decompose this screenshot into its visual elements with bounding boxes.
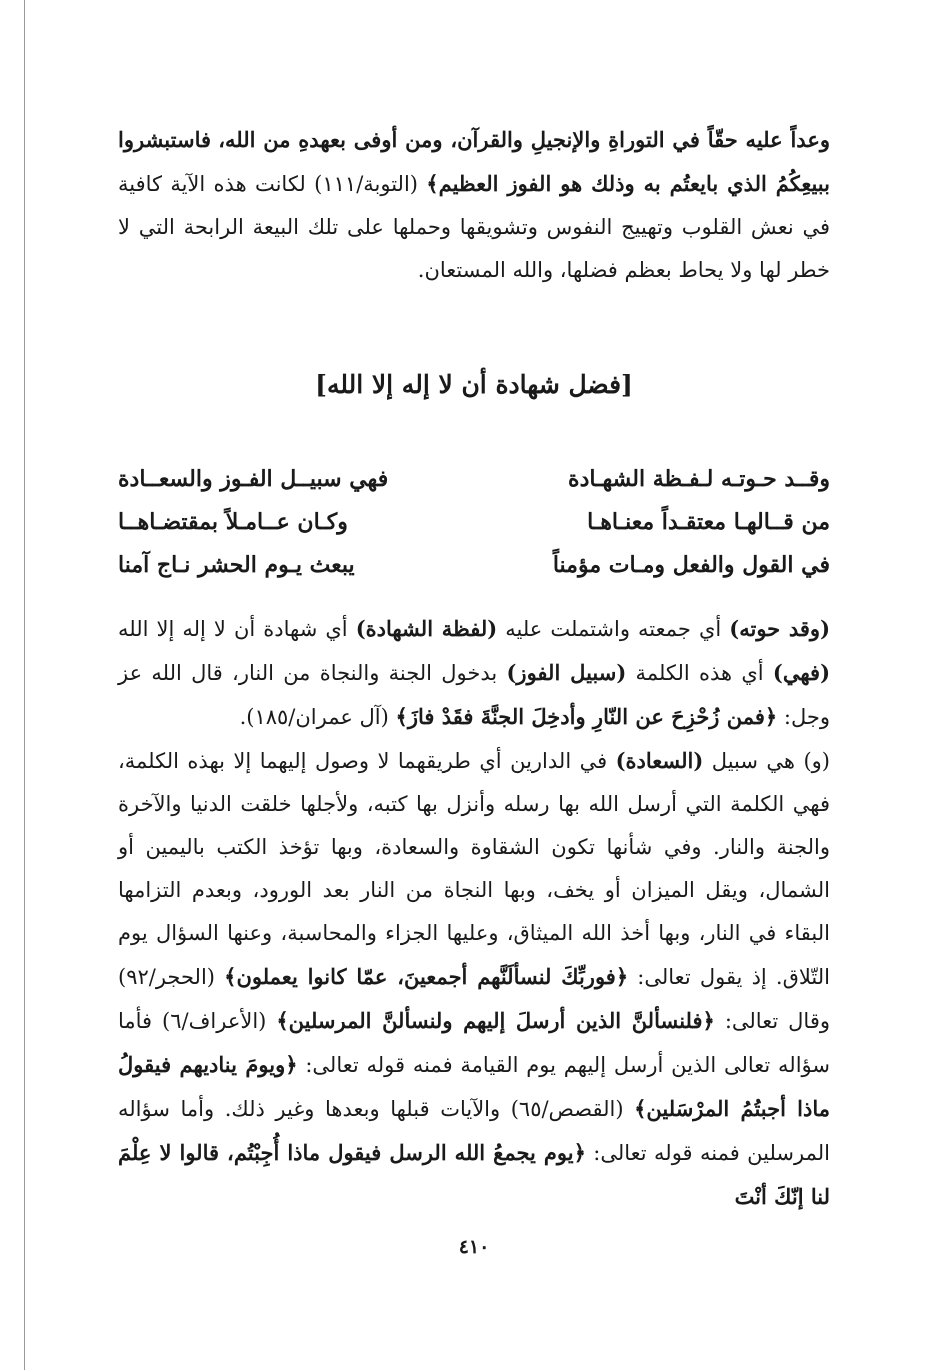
commentary-paragraph — [118, 739, 830, 1219]
poem — [118, 458, 830, 587]
quran-quote: ﴿يوم يجمعُ الله الرسل فيقول ماذا أُجِبْتُم، قالوا لا عِلْمَ لنا إنّكَ أنْتَ — [118, 1140, 830, 1209]
poem-second-hemistich: يبعث يـوم الحشر نـاج آمنا — [118, 552, 355, 578]
intro-tail: لكانت — [254, 172, 306, 196]
quran-reference: (الأعراف/٦) فأما سؤاله تعالى الذين أرسل إليهم يوم القيامة فمنه قوله تعالى: — [118, 1009, 830, 1077]
poem-first-hemistich: وقــد حـوتـه لـفـظة الشهـادة — [568, 466, 830, 492]
section-heading: [فضل شهادة أن لا إله إلا الله] — [315, 370, 633, 399]
intro-line-4: البيعة الرابحة التي لا خطر لها ولا يحاط بعظم فضلها، والله المستعان. — [118, 215, 830, 282]
intro-paragraph — [118, 118, 830, 292]
intro-reference: (التوبة/١١١) — [314, 172, 418, 196]
quran-quote: ﴿فلنسألنَّ الذين أرسلَ إليهم ولنسألنَّ المرسلين﴾ — [276, 1008, 715, 1033]
commentary-text: (و) هي سبيل — [703, 749, 830, 773]
term-al-saada: (السعادة) — [615, 748, 704, 773]
poem-first-hemistich: من قــالهـا معتقـداً معنـاهـا — [587, 509, 830, 535]
commentary-text: أي جمعته واشتملت عليه — [497, 617, 730, 641]
commentary-text: في الدارين أي طريقهما لا وصول إليهما إلا بهذه الكلمة، فهي الكلمة التي أرسل الله بها رسله وأنزل بها كتبه، ولأجلها خلقت الدنيا والآخرة والجنة والنار. وفي شأنها تكون الشقاوة والسعادة، وبها تؤخذ الكتب باليمين أو الشمال، ويقل الميزان أو يخف، وبها النجاة من النار بعد الورود، وبعدم التزامها البقاء في النار، وبها أخذ الله الميثاق، وعليها الجزاء والمحاسبة، وعنها السؤال يوم التّلاق. إذ يقول تعالى: — [118, 749, 831, 989]
intro-line-3: هذه الآية كافية في نعش القلوب وتهييج النفوس وتشويقها وحملها على تلك — [118, 172, 830, 239]
poem-second-hemistich: وكـان عــامـلاً بمقتضـاهــا — [118, 509, 348, 535]
intro-quote: فاستبشروا ببيعِكُمُ الذي بايعتُم به وذلك هو الفوز العظيم﴾ — [118, 127, 830, 196]
quran-quote: ﴿ويومَ يناديهم فيقولُ ماذا أجبتُمُ المرْسَلين﴾ — [118, 1052, 830, 1121]
page-edge-line — [24, 0, 25, 1370]
poem-second-hemistich: فهي سبيــل الفـوز والسعــادة — [118, 466, 389, 492]
commentary-paragraph — [118, 607, 830, 739]
poem-first-hemistich: في القول والفعل ومـات مؤمناً — [552, 552, 830, 578]
term-lafzat-al-shahada: (لفظة الشهادة) — [355, 616, 498, 641]
term-wa-qad-hawathu: (وقد حوته) — [729, 616, 830, 641]
term-fahiya: (فهي) — [772, 660, 830, 685]
quran-reference: (القصص/٦٥) والآيات قبلها وبعدها وغير ذلك. وأما سؤاله المرسلين فمنه قوله تعالى: — [118, 1097, 830, 1165]
poem-verse — [118, 458, 830, 501]
term-sabil-al-fawz: (سبيل الفوز) — [506, 660, 627, 685]
quran-quote: ﴿فمن زُحْزِحَ عن النّارِ وأدخِلَ الجنَّةَ فقَدْ فازَ﴾ — [395, 704, 778, 729]
commentary-text: بدخول الجنة والنجاة من النار، قال الله عز وجل: — [118, 661, 830, 729]
commentary-text: أي شهادة أن لا إله إلا الله — [118, 617, 356, 641]
page-content — [118, 118, 830, 1219]
quran-reference: (آل عمران/١٨٥). — [239, 705, 396, 729]
commentary-text: أي هذه الكلمة — [626, 661, 773, 685]
page-number: ٤١٠ — [458, 1236, 490, 1258]
intro-line-1: وعداً عليه حقّاً في التوراةِ والإنجيلِ والقرآن، ومن أوفى بعهدهِ من الله، — [218, 127, 830, 152]
quran-quote: ﴿فوربِّكَ لنسألَنَّهم أجمعينَ، عمّا كانوا يعملون﴾ — [224, 964, 629, 989]
poem-verse — [118, 501, 830, 544]
poem-verse — [118, 544, 830, 587]
quran-reference: (الحجر/٩٢) وقال تعالى: — [118, 965, 830, 1033]
